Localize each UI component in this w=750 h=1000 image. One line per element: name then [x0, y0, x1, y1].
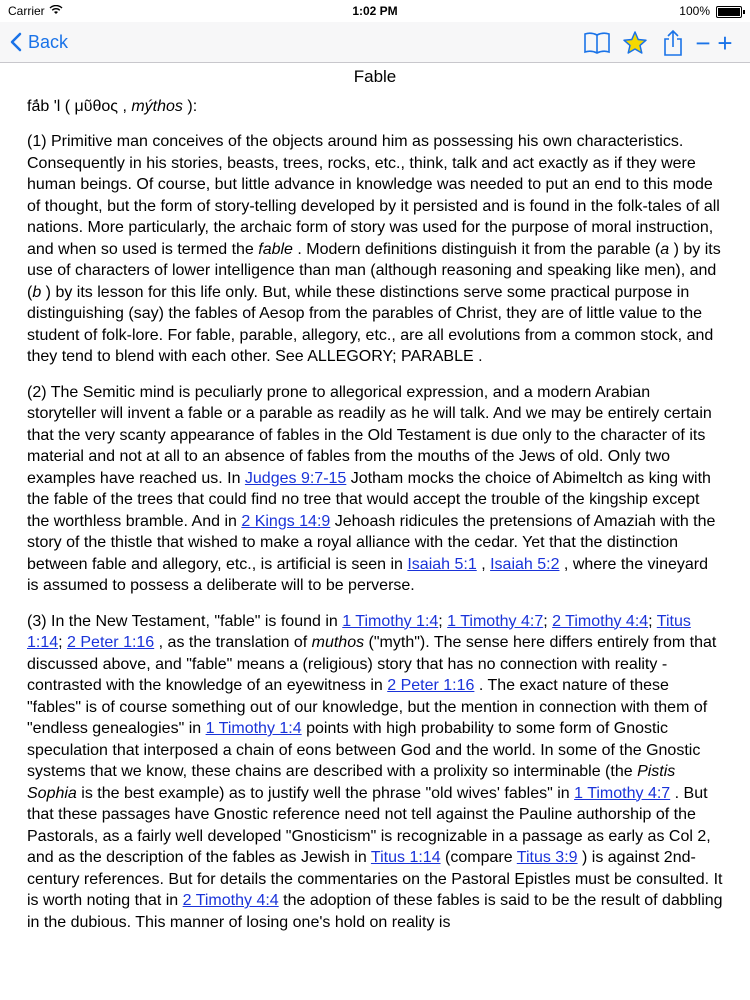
scripture-link[interactable]: 2 Peter 1:16 [387, 677, 475, 694]
scripture-link[interactable]: Isaiah 5:2 [490, 555, 560, 573]
book-button[interactable] [578, 28, 616, 58]
navigation-bar [0, 22, 750, 63]
separator: ; [648, 612, 657, 630]
text-span: . But that these passages have Gnostic reference need not tell against the Pauline authorship of the Pastorals, as a fairly well developed "Gnosticism" is recognizable in a passage as early as Col 2, and as the description of the fables as Jewish in [27, 784, 711, 866]
italic-term: fable [258, 240, 293, 258]
italic-term: muthos [311, 634, 365, 651]
separator: ; [58, 634, 68, 651]
text-span: (compare [440, 849, 517, 866]
chevron-left-icon [10, 32, 22, 52]
scripture-link[interactable]: Judges 9:7-15 [244, 469, 347, 487]
separator: ; [543, 612, 553, 630]
share-icon [662, 29, 684, 57]
star-icon [622, 30, 648, 56]
scripture-link[interactable]: 2 Timothy 4:4 [182, 892, 279, 909]
status-bar [0, 0, 750, 22]
italic-term: a [660, 240, 670, 258]
scripture-link[interactable]: Isaiah 5:1 [407, 555, 477, 573]
pronunciation-word: fā́b 'l ( [27, 98, 75, 115]
separator: ; [438, 612, 448, 630]
back-label: Back [28, 31, 69, 52]
scripture-link[interactable]: 2 Timothy 4:4 [552, 612, 649, 630]
text-span: (3) In the New Testament, "fable" is found in [27, 612, 343, 630]
scripture-link[interactable]: Titus 1:14 [27, 612, 691, 651]
battery-percent: 100% [679, 4, 710, 18]
text-span: points with high probability to some form of Gnostic speculation that interposed a chain of eons between God and the world. In some of the Gnostic systems that we know, these chains are described with a prolixity so interminable (the [27, 720, 701, 780]
text-span: (1) Primitive man conceives of the objects around him as possessing his own characteristics. Consequently in his stories, beasts, trees, rocks, etc., think, talk and act exactly as if they were human beings. Of course, but little advance in knowledge was needed to put an end to this mode of thought, but the form of story-telling developed by it persisted and is found in the folk-tales of all nations. More particularly, the archaic form of story was used for the purpose of moral instruction, and when so used is termed the [27, 133, 720, 258]
article-content[interactable] [0, 63, 750, 1000]
text-span: . Modern definitions distinguish it from the parable ( [292, 240, 661, 258]
italic-term: b [32, 283, 42, 301]
scripture-link[interactable]: 2 Kings 14:9 [241, 512, 331, 530]
increase-font-button[interactable]: + [717, 28, 733, 58]
transliteration: mýthos [131, 98, 183, 115]
text-span: the adoption of these fables is said to be the result of dabbling in the dubious. This manner of losing one's hold on reality is [27, 892, 723, 931]
clock: 1:02 PM [352, 4, 398, 18]
scripture-link[interactable]: Titus 1:14 [370, 849, 441, 866]
text-span: is the best example) as to justify well the phrase "old wives' fables" in [76, 784, 575, 802]
page-title: Fable [353, 67, 397, 86]
back-button[interactable] [10, 30, 68, 54]
text-span: ("myth"). The sense here differs entirely from that discussed above, and "fable" means a (religious) story that has no connection with reality - contrasted with the knowledge of an eyewitness in [27, 634, 717, 694]
bookmark-star-button[interactable] [616, 28, 654, 58]
text-span: ) by its lesson for this life only. But, while these distinctions serve some practical purpose in distinguishing (say) the fables of Aesop from the parables of Christ, they are of little value to the student of folk-lore. For fable, parable, allegory, etc., are all evolutions from a common stock, and they tend to blend with each other. See ALLEGORY; PARABLE . [27, 283, 714, 365]
text-span: , [476, 555, 491, 573]
carrier-label: Carrier [8, 4, 45, 18]
scripture-link[interactable]: 2 Peter 1:16 [67, 634, 155, 651]
text-span: Jotham mocks the choice of Abimeltch as king with the fable of the trees that could find no tree that would accept the trouble of the kingship except the worthless bramble. And in [27, 469, 711, 530]
pronunciation-end: ): [182, 98, 198, 115]
pronunciation [27, 97, 723, 117]
text-span: (2) The Semitic mind is peculiarly prone to allegorical expression, and a modern Arabian storyteller will invent a fable or a parable as readily as he will talk. And we may be entirely certain that the very scanty appearance of fables in the Old Testament is due only to the character of its material and not at all to an absence of fables from the mouths of the Jews of old. Only two examples have reached us. In [27, 383, 712, 487]
text-span: , where the vineyard is assumed to possess a deliberate will to be perverse. [27, 555, 709, 594]
greek-word: μῦθος [74, 98, 118, 115]
paragraph-2 [27, 382, 723, 597]
text-span: ) by its use of characters of lower intelligence than man (although reasoning and speaking like men), and ( [27, 240, 721, 301]
text-span: . The exact nature of these "fables" is of course something out of our knowledge, but the mention in connection with them of "endless genealogies" in [27, 677, 708, 737]
italic-term: Pistis Sophia [27, 763, 676, 802]
scripture-link[interactable]: Titus 3:9 [516, 849, 578, 866]
scripture-link[interactable]: 1 Timothy 4:7 [447, 612, 544, 630]
text-span: Jehoash ridicules the pretensions of Amaziah with the story of the thistle that wished to make a royal alliance with the cedar. Yet that the distinction between fable and allegory, etc., is artificial is seen in [27, 512, 716, 573]
share-button[interactable] [654, 28, 692, 58]
paragraph-3 [27, 611, 723, 934]
text-span: , as the translation of [154, 634, 312, 651]
scripture-link[interactable]: 1 Timothy 1:4 [342, 612, 439, 630]
scripture-link[interactable]: 1 Timothy 1:4 [205, 720, 302, 737]
scripture-link[interactable]: 1 Timothy 4:7 [574, 784, 671, 802]
pronunciation-separator: , [118, 98, 132, 115]
book-icon [583, 31, 611, 55]
battery-icon [716, 6, 742, 18]
paragraph-1 [27, 131, 723, 368]
decrease-font-button[interactable]: − [695, 28, 711, 58]
text-span: ) is against 2nd-century references. But for details the commentaries on the Pastoral Epistles must be consulted. It is worth noting that in [27, 849, 723, 909]
